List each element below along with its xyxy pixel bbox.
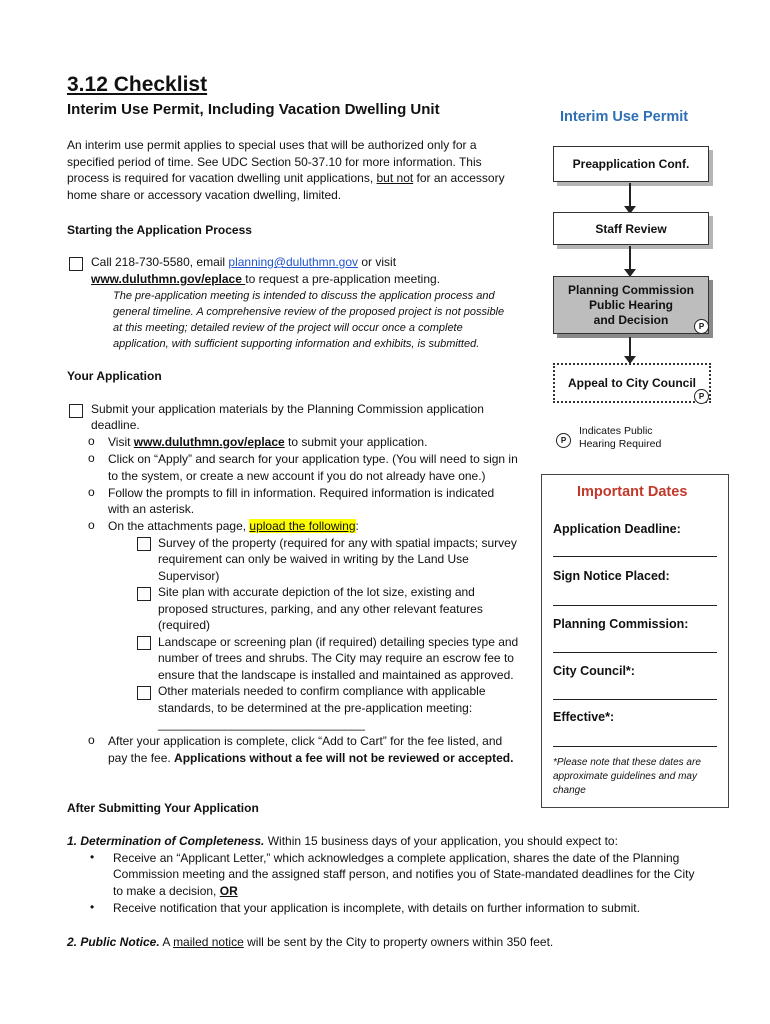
note-line: application, with sufficient supporting information and exhibits, is submitted.: [113, 338, 480, 350]
flow-step-preapplication: Preapplication Conf.: [553, 146, 709, 182]
note-line: at this meeting; detailed review of the project will occur once a complete: [113, 322, 463, 334]
section-heading-your-application: Your Application: [67, 369, 162, 383]
sign-notice-label: Sign Notice Placed:: [553, 569, 670, 583]
submit-line: deadline.: [91, 418, 140, 432]
checkbox-call[interactable]: [69, 257, 83, 271]
effective-blank[interactable]: [553, 746, 717, 747]
planning-commission-label: Planning Commission:: [553, 617, 689, 631]
checkbox-landscape[interactable]: [137, 636, 151, 650]
email-link[interactable]: planning@duluthmn.gov: [228, 255, 359, 269]
site-line: (required): [158, 618, 211, 632]
bullet-circle: o: [88, 434, 95, 448]
click-line: Click on “Apply” and search for your application type. (You will need to sign in: [108, 452, 518, 466]
deadline-label: Application Deadline:: [553, 522, 681, 536]
eplace-link[interactable]: www.duluthmn.gov/eplace: [91, 272, 246, 286]
flow-arrow: [629, 183, 631, 207]
other-line: Other materials needed to confirm compliance with applicable: [158, 684, 486, 698]
flow-arrow: [629, 246, 631, 270]
survey-line: requirement can only be waived in writing by the Land Use: [158, 552, 469, 566]
mailed-notice-link[interactable]: mailed notice: [173, 935, 244, 949]
intro-line: specified period of time. See UDC Section 50-37.10 for more information. This: [67, 155, 482, 169]
other-blank-line: _______________________________: [158, 717, 365, 731]
legend-public-hearing-icon: P: [556, 433, 571, 448]
bullet-dot: •: [90, 850, 95, 864]
city-council-label: City Council*:: [553, 664, 635, 678]
page-subtitle: Interim Use Permit, Including Vacation Dwelling Unit: [67, 101, 440, 118]
section-heading-after-submitting: After Submitting Your Application: [67, 801, 259, 815]
intro-line: An interim use permit applies to special uses that will be authorized only for a: [67, 138, 477, 152]
checkbox-submit[interactable]: [69, 404, 83, 418]
planning-commission-blank[interactable]: [553, 652, 717, 653]
after-line: pay the fee. Applications without a fee will not be reviewed or accepted.: [108, 751, 514, 765]
section-heading-starting: Starting the Application Process: [67, 223, 252, 237]
flow-step-planning-commission: Planning Commission Public Hearing and Decision: [553, 276, 709, 334]
effective-label: Effective*:: [553, 710, 615, 724]
site-line: proposed structures, parking, and any other relevant features: [158, 602, 483, 616]
receive-letter-line: Receive an “Applicant Letter,” which acknowledges a complete application, shares the date of the Planning: [113, 851, 680, 865]
intro-line: process is required for vacation dwelling unit applications, but not for an accessory: [67, 171, 505, 185]
public-hearing-icon: P: [694, 319, 709, 334]
bullet-circle: o: [88, 485, 95, 499]
bullet-circle: o: [88, 733, 95, 747]
survey-line: Supervisor): [158, 569, 220, 583]
site-line: Site plan with accurate depiction of the lot size, existing and: [158, 585, 475, 599]
public-notice-line: 2. Public Notice. A mailed notice will be sent by the City to property owners within 350 feet.: [67, 935, 554, 949]
attachments-line: On the attachments page, upload the following:: [108, 519, 359, 533]
after-line: After your application is complete, click “Add to Cart” for the fee listed, and: [108, 734, 503, 748]
receive-letter-line: to make a decision, OR: [113, 884, 238, 898]
flow-step-appeal: Appeal to City Council: [553, 363, 711, 403]
checkbox-other[interactable]: [137, 686, 151, 700]
follow-line: Follow the prompts to fill in information. Required information is indicated: [108, 486, 495, 500]
bullet-circle: o: [88, 451, 95, 465]
intro-line: home share or accessory vacation dwelling, limited.: [67, 188, 342, 202]
dates-note: *Please note that these dates are approximate guidelines and may change: [553, 757, 701, 796]
completeness-line: 1. Determination of Completeness. Within 15 business days of your application, you should expect to:: [67, 834, 618, 848]
important-dates-title: Important Dates: [577, 484, 688, 500]
city-council-blank[interactable]: [553, 699, 717, 700]
call-line: Call 218-730-5580, email planning@duluthmn.gov or visit: [91, 255, 397, 269]
note-line: The pre-application meeting is intended to discuss the application process and: [113, 290, 495, 302]
landscape-line: number of trees and shrubs. The City may require an escrow fee to: [158, 651, 514, 665]
deadline-blank[interactable]: [553, 556, 717, 557]
bullet-dot: •: [90, 900, 95, 914]
flow-arrow: [629, 337, 631, 357]
visit-line: Visit www.duluthmn.gov/eplace to submit your application.: [108, 435, 428, 449]
landscape-line: Landscape or screening plan (if required) detailing species type and: [158, 635, 519, 649]
flowchart-title: Interim Use Permit: [560, 109, 689, 125]
legend-text: Indicates Public Hearing Required: [579, 425, 662, 450]
follow-line: with an asterisk.: [108, 502, 195, 516]
eplace-submit-link[interactable]: www.duluthmn.gov/eplace: [133, 435, 285, 449]
survey-line: Survey of the property (required for any with spatial impacts; survey: [158, 536, 517, 550]
submit-line: Submit your application materials by the Planning Commission application: [91, 402, 484, 416]
bullet-circle: o: [88, 518, 95, 532]
sign-notice-blank[interactable]: [553, 605, 717, 606]
checkbox-site-plan[interactable]: [137, 587, 151, 601]
page-title: 3.12 Checklist: [67, 73, 208, 96]
other-line: standards, to be determined at the pre-application meeting:: [158, 701, 473, 715]
eplace-line: www.duluthmn.gov/eplace to request a pre-application meeting.: [91, 272, 441, 286]
incomplete-line: Receive notification that your application is incomplete, with details on further information to submit.: [113, 901, 640, 915]
checkbox-survey[interactable]: [137, 537, 151, 551]
landscape-line: ensure that the landscape is installed and maintained as approved.: [158, 668, 514, 682]
click-line: to the system, or create a new account if you do not already have one.): [108, 469, 486, 483]
flow-step-staff-review: Staff Review: [553, 212, 709, 245]
receive-letter-line: Commission meeting and the assigned staff person, and notifies you of State-mandated deadlines for the City: [113, 867, 695, 881]
public-hearing-icon: P: [694, 389, 709, 404]
note-line: general timeline. A comprehensive review of the proposed project is not possible: [113, 306, 505, 318]
